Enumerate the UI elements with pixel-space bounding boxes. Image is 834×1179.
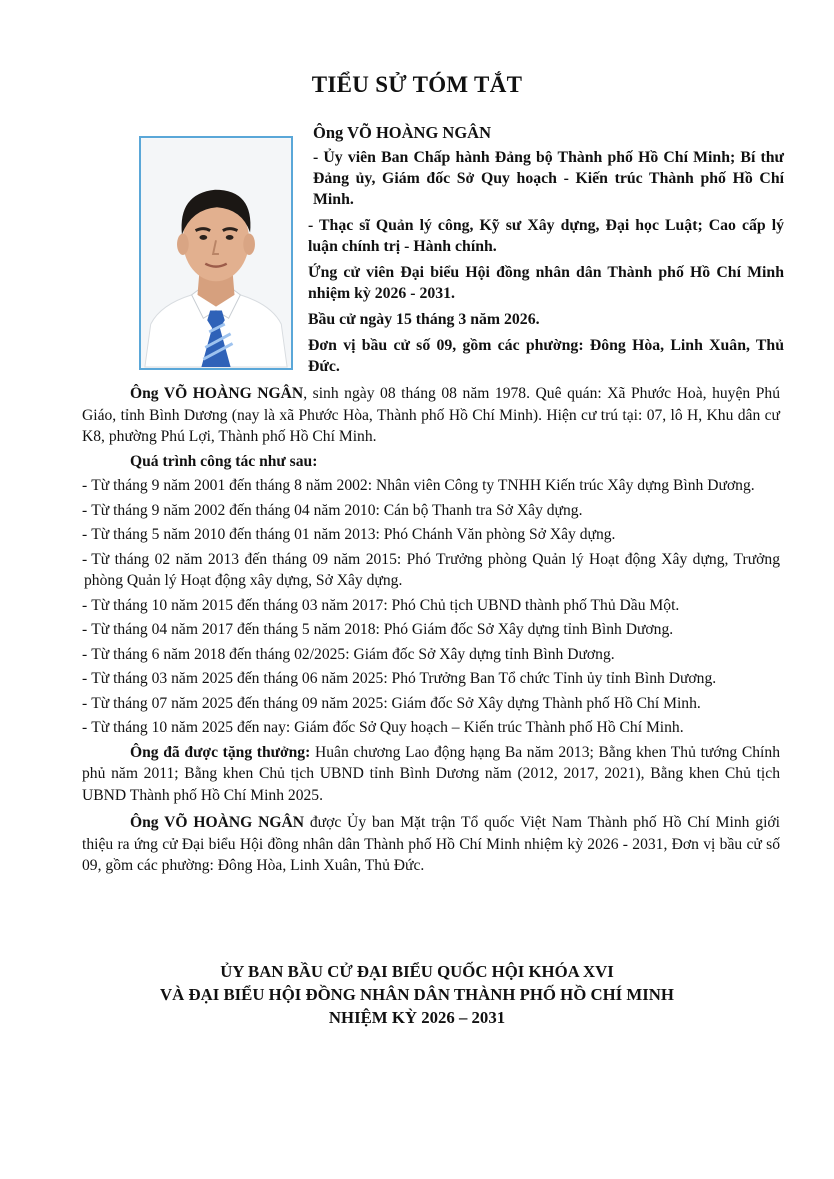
career-item: - Từ tháng 04 năm 2017 đến tháng 5 năm 2018: Phó Giám đốc Sở Xây dựng tỉnh Bình Dương. — [82, 621, 674, 638]
biography-body — [82, 383, 780, 880]
career-item: - Từ tháng 9 năm 2001 đến tháng 8 năm 2002: Nhân viên Công ty TNHH Kiến trúc Xây dựng Bình Dương. — [82, 477, 755, 494]
committee-line-3: NHIỆM KỲ 2026 – 2031 — [328, 1008, 506, 1027]
document-title: TIỂU SỬ TÓM TẮT — [311, 72, 523, 97]
awards-paragraph — [82, 742, 780, 807]
candidate-summary — [308, 122, 784, 382]
committee-line-2: VÀ ĐẠI BIỂU HỘI ĐỒNG NHÂN DÂN THÀNH PHỐ HỒ CHÍ MINH — [160, 985, 674, 1004]
nomination-paragraph — [82, 812, 780, 877]
career-item: - Từ tháng 10 năm 2015 đến tháng 03 năm 2017: Phó Chủ tịch UBND thành phố Thủ Dầu Một. — [82, 596, 680, 614]
career-item: - Từ tháng 9 năm 2002 đến tháng 04 năm 2010: Cán bộ Thanh tra Sở Xây dựng. — [82, 501, 583, 519]
awards-text: Huân chương Lao động hạng Ba năm 2013; Bằng khen Thủ tướng Chính phủ năm 2011; Bằng khen Chủ tịch UBND tỉnh Bình Dương năm (2012, 2017, 2021), Bằng khen Chủ tịch UBND Thành phố Hồ Chí Minh 2025. — [82, 743, 780, 804]
summary-line-constituency: Đơn vị bầu cử số 09, gồm các phường: Đông Hòa, Linh Xuân, Thủ Đức. — [308, 337, 784, 375]
nomination-text: được Ủy ban Mặt trận Tổ quốc Việt Nam Thành phố Hồ Chí Minh giới thiệu ra ứng cử Đại biểu Hội đồng nhân dân Thành phố Hồ Chí Minh nhiệm kỳ 2026 - 2031, Đơn vị bầu cử số 09, gồm các phường: Đông Hòa, Linh Xuân, Thủ Đức. — [82, 814, 780, 874]
summary-line-election-date: Bầu cử ngày 15 tháng 3 năm 2026. — [308, 311, 540, 328]
career-item: - Từ tháng 6 năm 2018 đến tháng 02/2025: Giám đốc Sở Xây dựng tỉnh Bình Dương. — [82, 645, 615, 663]
candidate-name: Ông VÕ HOÀNG NGÂN — [313, 123, 492, 142]
portrait-illustration — [141, 138, 291, 368]
issuing-committee — [0, 960, 834, 1029]
summary-line-education: - Thạc sĩ Quản lý công, Kỹ sư Xây dựng, Đại học Luật; Cao cấp lý luận chính trị - Hành chính. — [308, 217, 784, 255]
summary-line-positions: - Ủy viên Ban Chấp hành Đảng bộ Thành phố Hồ Chí Minh; Bí thư Đảng ủy, Giám đốc Sở Quy hoạch - Kiến trúc Thành phố Hồ Chí Minh. — [313, 149, 784, 208]
career-item: - Từ tháng 10 năm 2025 đến nay: Giám đốc Sở Quy hoạch – Kiến trúc Thành phố Hồ Chí Minh. — [82, 719, 684, 736]
intro-paragraph — [82, 383, 780, 448]
career-item: - Từ tháng 5 năm 2010 đến tháng 01 năm 2013: Phó Chánh Văn phòng Sở Xây dựng. — [82, 526, 616, 543]
career-item: - Từ tháng 02 năm 2013 đến tháng 09 năm 2015: Phó Trưởng phòng Quản lý Hoạt động Xây dựng, Trưởng phòng Quản lý Hoạt động xây dựng, Sở Xây dựng. — [82, 550, 780, 589]
intro-text: , sinh ngày 08 tháng 08 năm 1978. Quê quán: Xã Phước Hoà, huyện Phú Giáo, tỉnh Bình Dương (nay là xã Phước Hòa, Thành phố Hồ Chí Minh). Hiện cư trú tại: 07, lô H, Khu dân cư K8, phường Phú Lợi, Thành phố Hồ Chí Minh. — [82, 385, 780, 445]
nomination-name: Ông VÕ HOÀNG NGÂN — [130, 814, 304, 831]
career-heading: Quá trình công tác như sau: — [130, 452, 318, 470]
summary-line-candidacy: Ứng cử viên Đại biểu Hội đồng nhân dân Thành phố Hồ Chí Minh nhiệm kỳ 2026 - 2031. — [308, 264, 784, 302]
candidate-portrait — [139, 136, 293, 370]
career-item: - Từ tháng 07 năm 2025 đến tháng 09 năm 2025: Giám đốc Sở Xây dựng Thành phố Hồ Chí Minh. — [82, 694, 701, 712]
career-item: - Từ tháng 03 năm 2025 đến tháng 06 năm 2025: Phó Trưởng Ban Tổ chức Tỉnh ủy tỉnh Bình Dương. — [82, 670, 717, 687]
committee-line-1: ỦY BAN BẦU CỬ ĐẠI BIỂU QUỐC HỘI KHÓA XVI — [220, 962, 614, 981]
intro-name: Ông VÕ HOÀNG NGÂN — [130, 385, 304, 402]
awards-label: Ông đã được tặng thưởng: — [130, 743, 311, 761]
